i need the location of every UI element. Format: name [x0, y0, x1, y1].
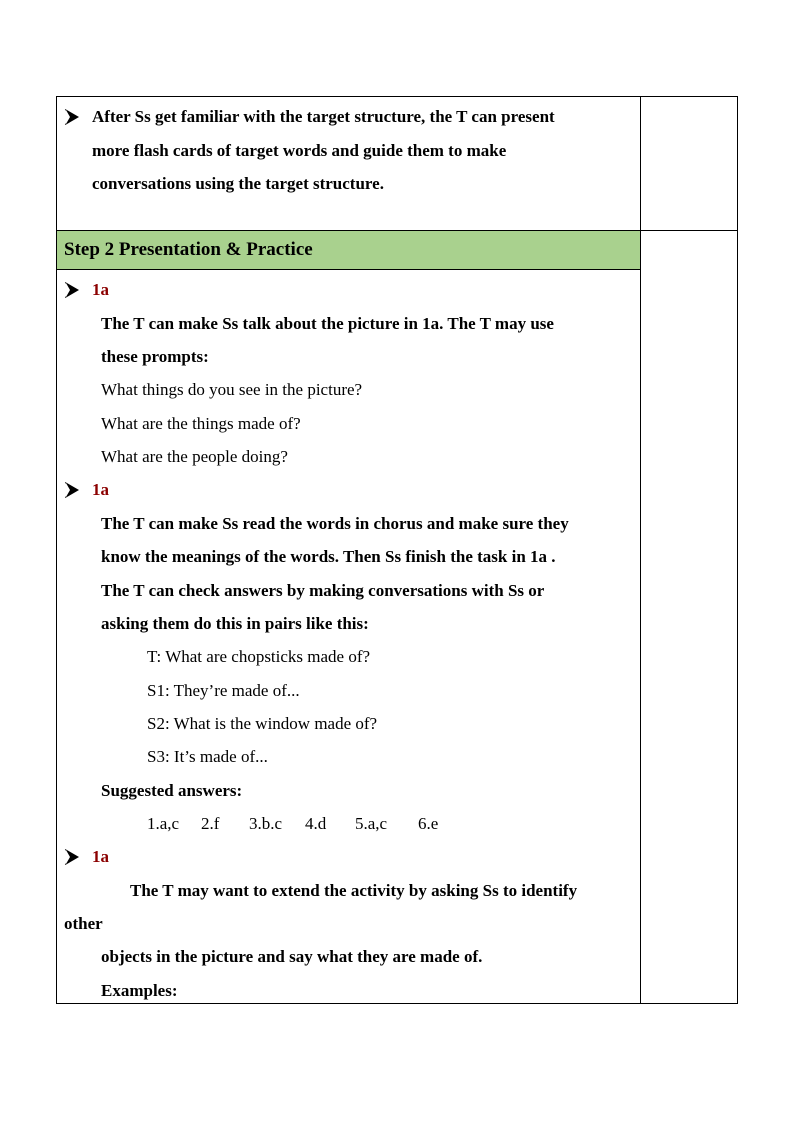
sec1-line-1: The T can make Ss talk about the picture in 1a. The T may use: [101, 314, 554, 333]
dialogue-line-4: S3: It’s made of...: [147, 747, 268, 766]
answer-item: 4.d: [305, 814, 327, 833]
dialogue-line-3: S2: What is the window made of?: [147, 714, 378, 733]
table-top-border: [56, 96, 738, 97]
arrow-bullet-icon: [64, 849, 80, 865]
section-label: 1a: [92, 280, 109, 299]
sec3-line-4: Examples:: [101, 981, 178, 1000]
section-label: 1a: [92, 847, 109, 866]
table-column-divider: [640, 96, 641, 1004]
dialogue-line-2: S1: They’re made of...: [147, 681, 300, 700]
row-divider-2: [56, 269, 641, 270]
prompt-question-3: What are the people doing?: [101, 447, 288, 466]
suggested-answers-heading: Suggested answers:: [101, 781, 243, 800]
prompt-question-2: What are the things made of?: [101, 414, 301, 433]
section-label: 1a: [92, 480, 109, 499]
sec3-line-2: other: [64, 914, 103, 933]
answer-item: 1.a,c: [147, 814, 180, 833]
intro-line-1: After Ss get familiar with the target structure, the T can present: [92, 107, 555, 126]
sec2-line-3: The T can check answers by making conversations with Ss or: [101, 581, 545, 600]
arrow-bullet-icon: [64, 482, 80, 498]
answer-item: 3.b.c: [249, 814, 283, 833]
answer-item: 2.f: [201, 814, 220, 833]
answer-item: 5.a,c: [355, 814, 388, 833]
prompt-question-1: What things do you see in the picture?: [101, 380, 363, 399]
dialogue-line-1: T: What are chopsticks made of?: [147, 647, 371, 666]
intro-line-3: conversations using the target structure.: [92, 174, 384, 193]
step-title: Step 2 Presentation & Practice: [64, 239, 313, 260]
sec2-line-1: The T can make Ss read the words in chorus and make sure they: [101, 514, 569, 533]
answer-item: 6.e: [418, 814, 439, 833]
sec3-line-1: The T may want to extend the activity by asking Ss to identify: [130, 881, 578, 900]
sec3-line-3: objects in the picture and say what they are made of.: [101, 947, 483, 966]
intro-line-2: more flash cards of target words and guide them to make: [92, 141, 507, 160]
arrow-bullet-icon: [64, 109, 80, 125]
table-right-border: [737, 96, 738, 1004]
arrow-bullet-icon: [64, 282, 80, 298]
sec2-line-4: asking them do this in pairs like this:: [101, 614, 369, 633]
sec2-line-2: know the meanings of the words. Then Ss finish the task in 1a .: [101, 547, 556, 566]
sec1-line-2: these prompts:: [101, 347, 209, 366]
